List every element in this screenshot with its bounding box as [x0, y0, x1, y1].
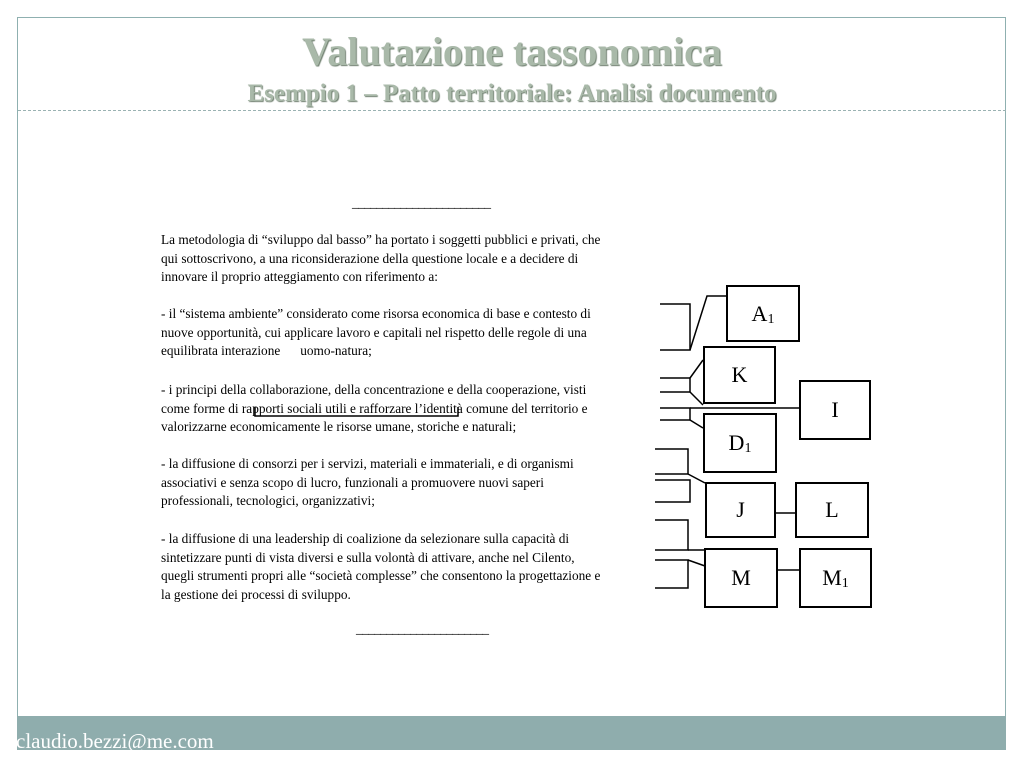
document-bottom-rule: ______________________ [356, 622, 488, 637]
slide-title: Valutazione tassonomica [302, 29, 722, 74]
paragraph-sistema-ambiente: - il “sistema ambiente” considerato come risorsa economica di base e contesto di nuove opportunità, cui applicare lavoro e capitali nel rispetto delle regole di una equilibrata interazione uomo-natura; [161, 306, 591, 359]
slide-subtitle: Esempio 1 – Patto territoriale: Analisi documento [247, 80, 777, 107]
taxonomy-box-d1 [703, 413, 777, 473]
underline-rapporti [255, 407, 458, 416]
link-to-d1 [690, 420, 703, 428]
box-d1-subscript: 1 [744, 441, 752, 456]
taxonomy-box-m1 [799, 548, 872, 608]
link-to-k [690, 360, 703, 378]
taxonomy-box-j [705, 482, 776, 538]
box-d1-letter: D [728, 430, 745, 455]
paragraph-intro: La metodologia di “sviluppo dal basso” ha portato i soggetti pubblici e privati, che qui sottoscrivono, a una riconsiderazione della questione locale e a decidere di innovare il proprio atteggiamento con riferimento a: [161, 232, 601, 285]
box-i-letter: I [831, 397, 839, 422]
paragraph-consorzi: - la diffusione di consorzi per i servizi, materiali e immateriali, e di organismi associativi e senza scopo di lucro, funzionali a promuovere nuovi saperi professionali, tecnologici, organizzativi; [161, 456, 574, 509]
link-to-k-2 [690, 392, 703, 405]
bracket-leadership-2 [655, 560, 688, 588]
box-l-letter: L [825, 497, 839, 522]
box-m1-subscript: 1 [841, 576, 849, 591]
bracket-principi-2 [660, 408, 690, 420]
paragraph-principi: - i principi della collaborazione, della concentrazione e della cooperazione, visti come forme di rapporti sociali utili e rafforzare l’identità comune del territorio e valorizzarne economicamente le risorse umane, storiche e naturali; [161, 382, 588, 435]
footer-email: claudio.bezzi@me.com [16, 729, 214, 753]
bracket-principi-1 [660, 378, 690, 392]
taxonomy-box-l [795, 482, 869, 538]
taxonomy-box-k [703, 346, 776, 404]
link-to-m-2 [688, 560, 705, 566]
box-m1-letter: M [822, 565, 842, 590]
box-a1-subscript: 1 [767, 311, 775, 327]
link-to-a1 [690, 296, 727, 350]
taxonomy-box-i [799, 380, 871, 440]
bracket-sistema-ambiente [660, 304, 690, 350]
box-k-letter: K [731, 362, 748, 387]
box-m-letter: M [731, 565, 751, 590]
taxonomy-box-m [704, 548, 778, 608]
bracket-leadership-1 [655, 520, 688, 550]
document-top-rule: _______________________ [352, 196, 490, 211]
paragraph-leadership: - la diffusione di una leadership di coalizione da selezionare sulla capacità di sintetizzare punti di vista diversi e sulla volontà di attivare, anche nel Cilento, quegli strumenti propri alle “società complesse” che consentono la progettazione e la gestione dei processi di sviluppo. [161, 531, 601, 602]
bracket-consorzi-2 [655, 480, 690, 502]
box-j-letter: J [736, 497, 745, 522]
taxonomy-box-a1 [726, 285, 800, 342]
box-a1-letter: A [751, 300, 768, 326]
bracket-consorzi-1 [655, 449, 688, 474]
